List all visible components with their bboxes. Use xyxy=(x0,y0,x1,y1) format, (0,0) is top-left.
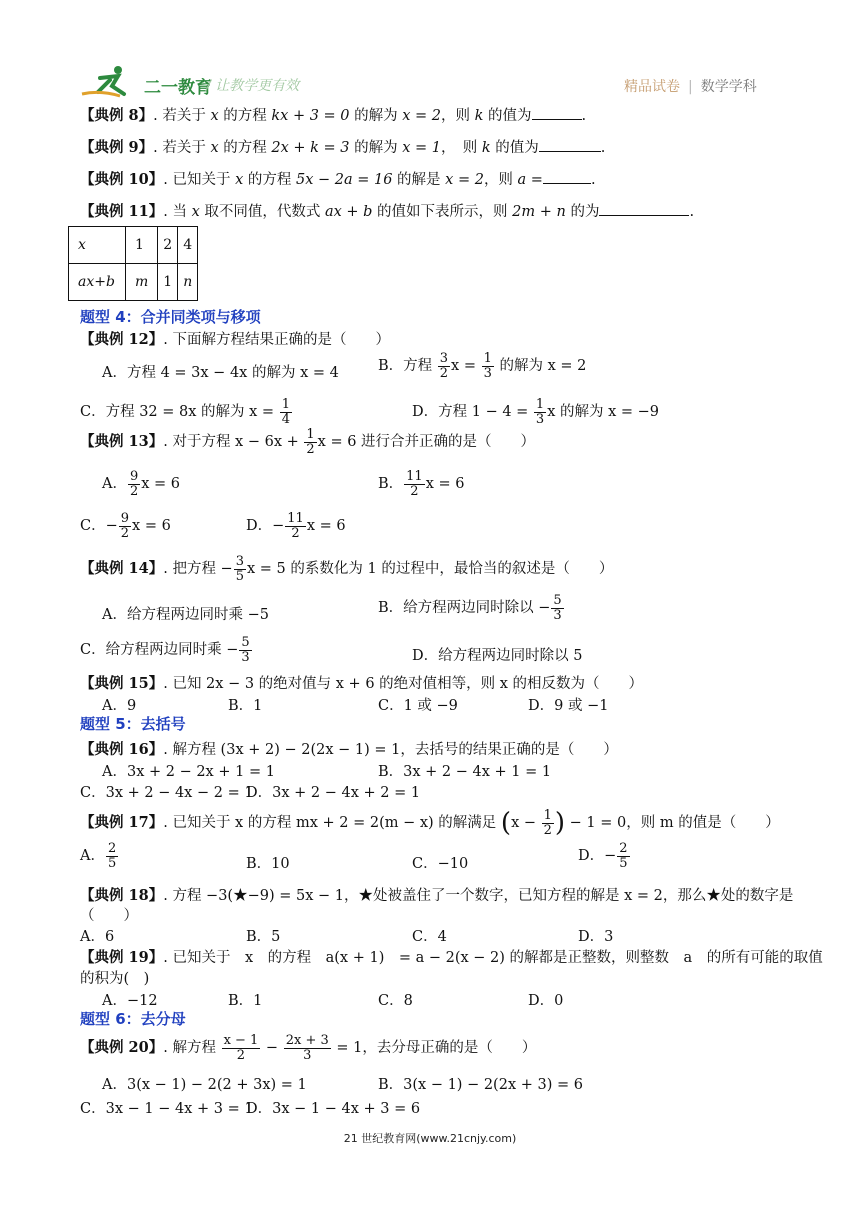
option-14-c: C．给方程两边同时乘 − $\frac{5}{3}$ xyxy=(80,635,250,665)
option-15-c: C．1 或 −9 xyxy=(378,698,458,714)
table-cell: 2 xyxy=(158,227,178,264)
option-14-b: B．给方程两边同时除以 − $\frac{5}{3}$ xyxy=(378,593,562,623)
section-title-4: 题型 4：合并同类项与移项 xyxy=(80,308,261,326)
option-20-c: C．3x − 1 − 4x + 3 = 1 xyxy=(80,1101,254,1117)
header-premium: 精品试卷 xyxy=(624,79,680,95)
option-15-b: B．1 xyxy=(228,698,263,714)
question-16: 【典例 16】. 解方程 (3x + 2) − 2(2x − 1) = 1，去括号的结果正确的是（ ） xyxy=(80,741,618,758)
option-20-b: B．3(x − 1) − 2(2x + 3) = 6 xyxy=(378,1077,583,1093)
option-18-a: A．6 xyxy=(80,929,115,945)
option-12-c: C．方程 32 = 8x 的解为 x = $\frac{1}{4}$ xyxy=(80,397,290,427)
table-cell: 1 xyxy=(158,264,178,301)
brand-logo-icon xyxy=(80,64,142,98)
option-17-d: D．− $\frac{2}{5}$ xyxy=(578,841,628,871)
option-16-b: B．3x + 2 − 4x + 1 = 1 xyxy=(378,764,552,780)
option-20-a: A．3(x − 1) − 2(2 + 3x) = 1 xyxy=(102,1077,307,1093)
option-17-c: C．−10 xyxy=(412,856,469,872)
option-17-b: B．10 xyxy=(246,856,290,872)
section-title-5: 题型 5：去括号 xyxy=(80,715,186,733)
option-17-a: A． $\frac{2}{5}$ xyxy=(80,841,117,871)
table-cell: m xyxy=(126,264,158,301)
option-12-a: A．方程 4 = 3x − 4x 的解为 x = 4 xyxy=(102,365,339,381)
option-19-d: D．0 xyxy=(528,993,564,1009)
table-cell: x xyxy=(69,227,126,264)
option-16-a: A．3x + 2 − 2x + 1 = 1 xyxy=(102,764,275,780)
table-cell: 1 xyxy=(126,227,158,264)
question-12: 【典例 12】. 下面解方程结果正确的是（ ） xyxy=(80,331,390,348)
option-19-c: C．8 xyxy=(378,993,413,1009)
table-cell: ax+b xyxy=(69,264,126,301)
option-12-b: B．方程 $\frac{3}{2}$ x = $\frac{1}{3}$ 的解为 x = 2 xyxy=(378,351,587,381)
option-13-d: D．− $\frac{11}{2}$ x = 6 xyxy=(246,511,346,541)
option-13-a: A． $\frac{9}{2}$ x = 6 xyxy=(102,469,181,499)
option-16-d: D．3x + 2 − 4x + 2 = 1 xyxy=(246,785,421,801)
question-8: 【典例 8】. 若关于 x 的方程 kx + 3 = 0 的解为 x = 2，则 k 的值为 . xyxy=(80,107,587,124)
question-14: 【典例 14】. 把方程 − $\frac{3}{5}$ x = 5 的系数化为 1 的过程中，最恰当的叙述是（ ） xyxy=(80,554,614,584)
question-10: 【典例 10】. 已知关于 x 的方程 5x − 2a = 16 的解是 x = 2，则 a = . xyxy=(80,171,596,188)
option-12-d: D．方程 1 − 4 = $\frac{1}{3}$ x 的解为 x = −9 xyxy=(412,397,660,427)
question-19: 【典例 19】. 已知关于 x 的方程 a(x + 1) = a − 2(x − 2) 的解都是正整数，则整数 a 的所有可能的取值 xyxy=(80,949,823,966)
value-table xyxy=(68,226,198,301)
option-18-c: C．4 xyxy=(412,929,447,945)
option-14-a: A．给方程两边同时乘 −5 xyxy=(102,607,269,623)
question-20: 【典例 20】. 解方程 $\frac{x - 1}{2}$ − $\frac{2x + 3}{3}$ = 1，去分母正确的是（ ） xyxy=(80,1033,537,1063)
question-17: 【典例 17】. 已知关于 x 的方程 mx + 2 = 2(m − x) 的解满足 (x − $\frac{1}{2}$ ) − 1 = 0，则 m 的值是（ ） xyxy=(80,807,780,838)
option-13-c: C．− $\frac{9}{2}$ x = 6 xyxy=(80,511,171,541)
page-footer: 21 世纪教育网(www.21cnjy.com) xyxy=(343,1132,517,1145)
brand-slogan: / 让教学更有效 xyxy=(206,78,300,94)
header-separator: | xyxy=(688,79,693,95)
option-15-d: D．9 或 −1 xyxy=(528,698,609,714)
question-9: 【典例 9】. 若关于 x 的方程 2x + k = 3 的解为 x = 1， 则 k 的值为 . xyxy=(80,139,606,156)
question-15: 【典例 15】. 已知 2x − 3 的绝对值与 x + 6 的绝对值相等，则 x 的相反数为（ ） xyxy=(80,675,644,692)
question-18: 【典例 18】. 方程 −3(★−9) = 5x − 1，★处被盖住了一个数字，已知方程的解是 x = 2，那么★处的数字是 xyxy=(80,887,794,904)
table-cell: n xyxy=(178,264,198,301)
table-row xyxy=(69,264,198,301)
question-18-paren: （ ） xyxy=(80,908,138,924)
option-18-d: D．3 xyxy=(578,929,614,945)
question-19-line2: 的积为( ) xyxy=(80,971,150,987)
table-row xyxy=(69,227,198,264)
option-13-b: B． $\frac{11}{2}$ x = 6 xyxy=(378,469,465,499)
option-16-c: C．3x + 2 − 4x − 2 = 1 xyxy=(80,785,254,801)
question-11: 【典例 11】. 当 x 取不同值，代数式 ax + b 的值如下表所示，则 2m + n 的为 . xyxy=(80,203,695,220)
option-14-d: D．给方程两边同时除以 5 xyxy=(412,648,583,664)
option-20-d: D．3x − 1 − 4x + 3 = 6 xyxy=(246,1101,421,1117)
header-subject-label: 数学学科 xyxy=(700,79,757,95)
option-19-b: B．1 xyxy=(228,993,263,1009)
section-title-6: 题型 6：去分母 xyxy=(80,1010,186,1028)
header-subject xyxy=(624,76,757,96)
option-18-b: B．5 xyxy=(246,929,281,945)
option-15-a: A．9 xyxy=(102,698,137,714)
brand-name: 二一教育 xyxy=(144,78,212,98)
table-cell: 4 xyxy=(178,227,198,264)
option-19-a: A．−12 xyxy=(102,993,158,1009)
question-13: 【典例 13】. 对于方程 x − 6x + $\frac{1}{2}$ x = 6 进行合并正确的是（ ） xyxy=(80,427,536,457)
